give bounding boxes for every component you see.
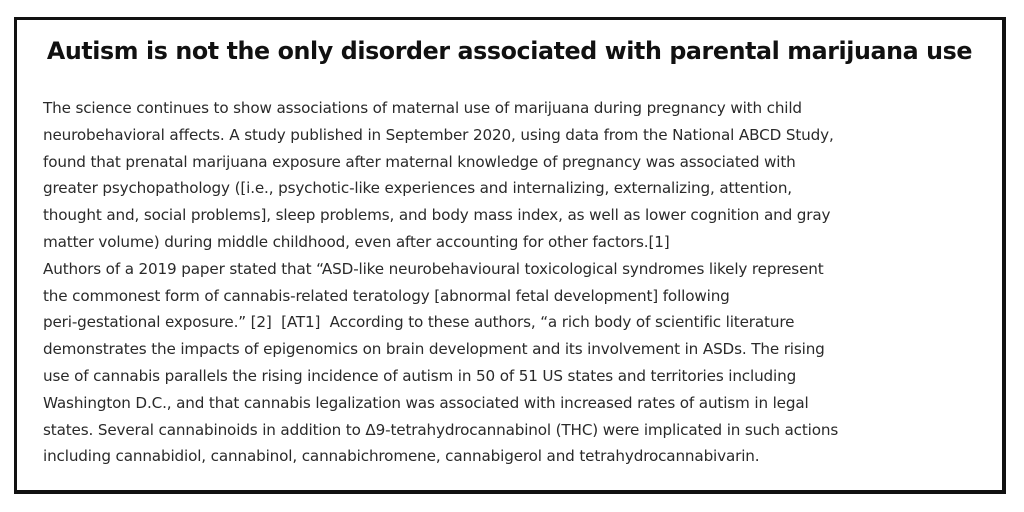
body-line: found that prenatal marijuana exposure after maternal knowledge of pregnancy was associated with xyxy=(43,152,796,171)
body-line: Authors of a 2019 paper stated that “ASD-like neurobehavioural toxicological syndromes likely represent xyxy=(43,259,824,278)
page-title: Autism is not the only disorder associated with parental marijuana use xyxy=(46,37,973,65)
body-line: use of cannabis parallels the rising incidence of autism in 50 of 51 US states and territories including xyxy=(43,366,797,385)
content-card xyxy=(14,17,1006,494)
body-line: states. Several cannabinoids in addition to Δ9-tetrahydrocannabinol (THC) were implicated in such actions xyxy=(43,420,839,439)
body-text xyxy=(43,95,993,470)
body-line: the commonest form of cannabis-related teratology [abnormal fetal development] following xyxy=(43,286,730,305)
body-line: peri-gestational exposure.” [2] [AT1] According to these authors, “a rich body of scientific literature xyxy=(43,313,795,332)
body-line: including cannabidiol, cannabinol, cannabichromene, cannabigerol and tetrahydrocannabivarin. xyxy=(43,447,760,466)
body-line: demonstrates the impacts of epigenomics on brain development and its involvement in ASDs. The rising xyxy=(43,340,825,359)
body-line: neurobehavioral affects. A study published in September 2020, using data from the National ABCD Study, xyxy=(43,125,834,144)
body-line: thought and, social problems], sleep problems, and body mass index, as well as lower cognition and gray xyxy=(43,206,831,225)
body-line: greater psychopathology ([i.e., psychotic-like experiences and internalizing, externalizing, attention, xyxy=(43,179,792,198)
body-line: The science continues to show associations of maternal use of marijuana during pregnancy with child xyxy=(43,99,802,117)
body-line: matter volume) during middle childhood, even after accounting for other factors.[1] xyxy=(43,232,670,251)
body-line: Washington D.C., and that cannabis legalization was associated with increased rates of autism in legal xyxy=(43,393,809,412)
